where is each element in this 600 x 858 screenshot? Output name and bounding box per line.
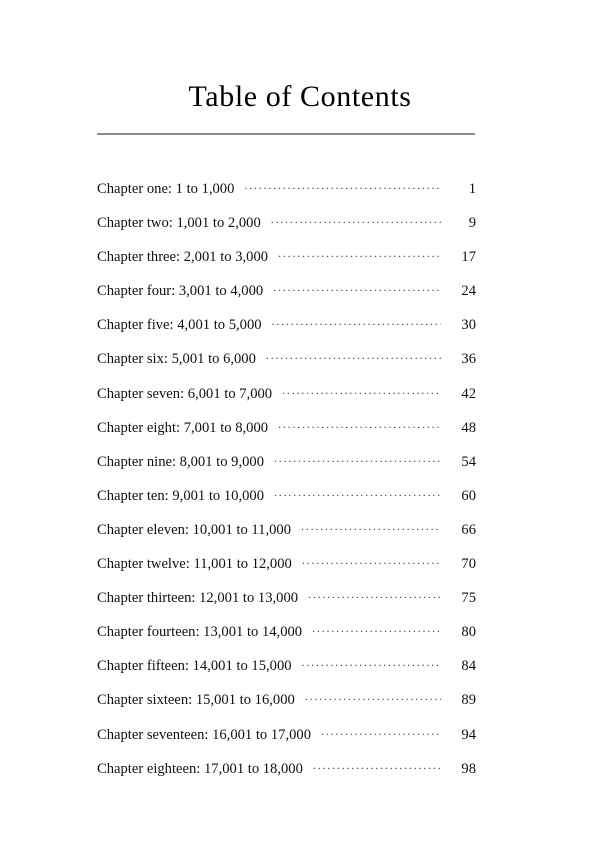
toc-entry[interactable]: [97, 691, 476, 725]
table-of-contents-list: [97, 180, 476, 794]
toc-entry-page-number: 60: [461, 487, 476, 504]
toc-entry-label: Chapter twelve: 11,001 to 12,000: [97, 556, 292, 573]
toc-entry-label: Chapter three: 2,001 to 3,000: [97, 249, 269, 266]
toc-entry[interactable]: [97, 521, 476, 555]
toc-dot-leader: [313, 760, 441, 773]
toc-entry[interactable]: [97, 350, 476, 384]
toc-entry[interactable]: [97, 214, 476, 248]
toc-entry-page-number: 66: [461, 521, 476, 538]
toc-entry-page-number: 89: [461, 692, 476, 709]
toc-dot-leader: [305, 691, 441, 704]
toc-entry[interactable]: [97, 726, 476, 760]
toc-entry-label: Chapter seven: 6,001 to 7,000: [97, 385, 273, 402]
toc-entry-label: Chapter thirteen: 12,001 to 13,000: [97, 590, 299, 607]
toc-entry-page-number: 42: [461, 385, 476, 402]
toc-entry-page-number: 84: [461, 658, 476, 675]
toc-entry[interactable]: [97, 487, 476, 521]
toc-dot-leader: [244, 180, 441, 193]
toc-entry-page-number: 30: [461, 317, 476, 334]
toc-entry[interactable]: [97, 282, 476, 316]
toc-dot-leader: [308, 589, 441, 602]
toc-entry-page-number: 75: [461, 590, 476, 607]
title-divider: [97, 133, 475, 135]
toc-dot-leader: [273, 282, 441, 295]
toc-entry[interactable]: [97, 760, 476, 794]
toc-dot-leader: [274, 453, 441, 466]
toc-dot-leader: [266, 350, 441, 363]
toc-dot-leader: [278, 248, 441, 261]
toc-entry-page-number: 54: [461, 453, 476, 470]
toc-entry[interactable]: [97, 248, 476, 282]
toc-dot-leader: [312, 623, 441, 636]
toc-entry[interactable]: [97, 453, 476, 487]
toc-entry[interactable]: [97, 589, 476, 623]
toc-entry-page-number: 17: [461, 249, 476, 266]
toc-dot-leader: [271, 214, 441, 227]
toc-entry-label: Chapter seventeen: 16,001 to 17,000: [97, 726, 311, 743]
page-title: Table of Contents: [188, 80, 412, 113]
toc-entry-page-number: 1: [468, 181, 476, 197]
toc-dot-leader: [282, 385, 441, 398]
toc-dot-leader: [302, 555, 441, 568]
toc-entry-label: Chapter eleven: 10,001 to 11,000: [97, 521, 292, 538]
toc-entry-label: Chapter two: 1,001 to 2,000: [97, 215, 261, 232]
toc-entry-page-number: 70: [461, 556, 476, 573]
toc-dot-leader: [272, 316, 441, 329]
toc-entry-label: Chapter fourteen: 13,001 to 14,000: [97, 624, 303, 641]
toc-entry-label: Chapter four: 3,001 to 4,000: [97, 283, 264, 300]
toc-entry-label: Chapter five: 4,001 to 5,000: [97, 317, 262, 334]
toc-entry[interactable]: [97, 623, 476, 657]
toc-entry-page-number: 48: [461, 419, 476, 436]
toc-entry-page-number: 36: [461, 351, 476, 368]
toc-entry-page-number: 94: [461, 726, 476, 743]
toc-entry-page-number: 9: [468, 215, 476, 232]
toc-entry-label: Chapter eight: 7,001 to 8,000: [97, 419, 269, 436]
toc-entry-label: Chapter fifteen: 14,001 to 15,000: [97, 658, 292, 675]
toc-entry[interactable]: [97, 316, 476, 350]
toc-entry-page-number: 24: [461, 283, 476, 300]
toc-entry-label: Chapter one: 1 to 1,000: [97, 181, 235, 197]
toc-entry-label: Chapter eighteen: 17,001 to 18,000: [97, 760, 303, 777]
toc-entry-label: Chapter sixteen: 15,001 to 16,000: [97, 692, 295, 709]
toc-dot-leader: [274, 487, 441, 500]
toc-entry-label: Chapter ten: 9,001 to 10,000: [97, 487, 264, 504]
toc-entry-page-number: 98: [461, 760, 476, 777]
toc-dot-leader: [321, 726, 441, 739]
toc-dot-leader: [278, 419, 441, 432]
toc-entry-page-number: 80: [461, 624, 476, 641]
toc-entry[interactable]: [97, 180, 476, 214]
toc-entry-label: Chapter six: 5,001 to 6,000: [97, 351, 256, 368]
toc-entry[interactable]: [97, 555, 476, 589]
toc-entry-label: Chapter nine: 8,001 to 9,000: [97, 453, 264, 470]
toc-entry[interactable]: [97, 385, 476, 419]
toc-dot-leader: [301, 521, 441, 534]
toc-entry[interactable]: [97, 657, 476, 691]
toc-entry[interactable]: [97, 419, 476, 453]
toc-dot-leader: [302, 657, 441, 670]
